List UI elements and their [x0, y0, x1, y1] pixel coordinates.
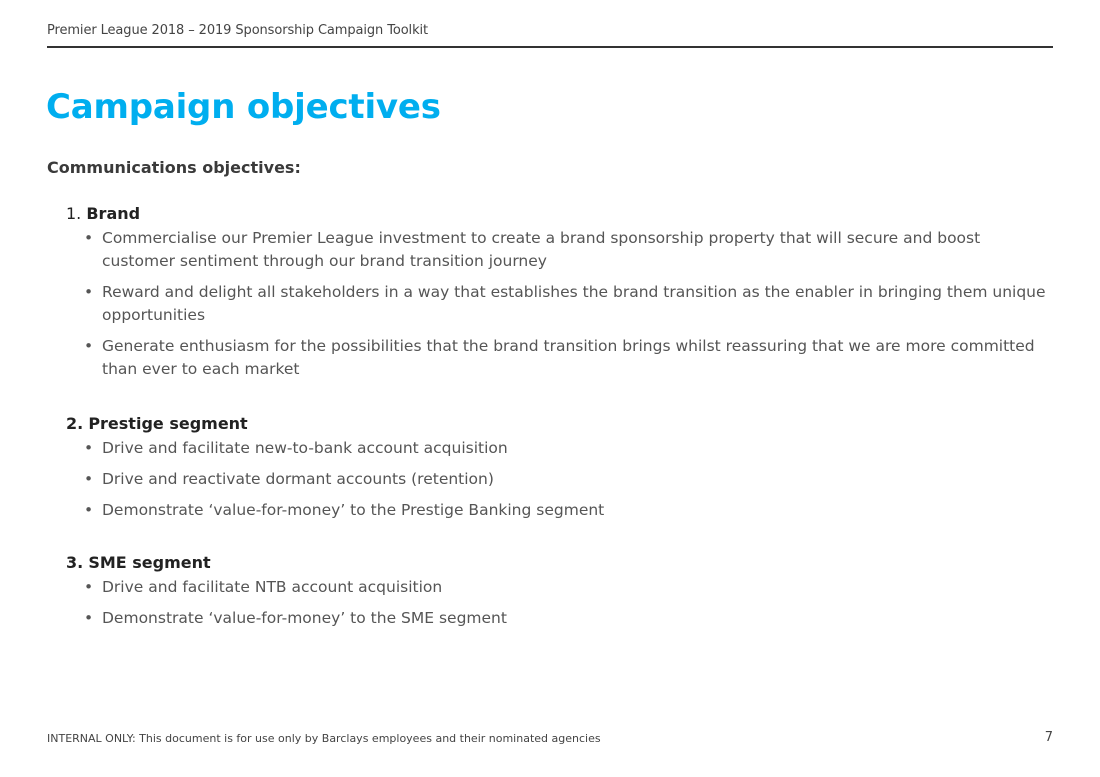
- bullet-icon: •: [84, 609, 94, 627]
- page-subheading: Communications objectives:: [47, 158, 301, 177]
- list-item-text: Commercialise our Premier League investment to create a brand sponsorship property that will secure and boost customer sentiment through our brand transition journey: [102, 229, 981, 270]
- list-item-text: Drive and facilitate NTB account acquisition: [102, 578, 443, 596]
- list-item: [66, 335, 1050, 381]
- section-heading-label: Brand: [86, 204, 141, 223]
- bullet-icon: •: [84, 283, 94, 301]
- list-item-text: Demonstrate ‘value-for-money’ to the SME segment: [102, 609, 507, 627]
- bullet-icon: •: [84, 501, 94, 519]
- list-item-text: Demonstrate ‘value-for-money’ to the Prestige Banking segment: [102, 501, 605, 519]
- bullet-icon: •: [84, 578, 94, 596]
- list-item: [66, 468, 1050, 491]
- list-item: [66, 227, 1050, 273]
- bullet-list: [66, 227, 1050, 381]
- section-prestige: [66, 413, 1050, 522]
- section-heading: [66, 552, 1050, 574]
- document-header-title: Premier League 2018 – 2019 Sponsorship Campaign Toolkit: [47, 23, 429, 38]
- list-item-text: Reward and delight all stakeholders in a way that establishes the brand transition as the enabler in bringing them unique opportunities: [102, 283, 1046, 324]
- page-number: 7: [1044, 730, 1053, 745]
- section-heading: [66, 413, 1050, 435]
- section-heading-label: SME segment: [88, 553, 211, 572]
- section-number: 1.: [66, 204, 82, 223]
- bullet-icon: •: [84, 470, 94, 488]
- section-number: 3.: [66, 553, 84, 572]
- list-item-text: Generate enthusiasm for the possibilities that the brand transition brings whilst reassuring that we are more committed than ever to each market: [102, 337, 1035, 378]
- section-brand: [66, 203, 1050, 381]
- list-item: [66, 499, 1050, 522]
- document-header: [47, 22, 1053, 48]
- section-number: 2.: [66, 414, 84, 433]
- list-item-text: Drive and reactivate dormant accounts (retention): [102, 470, 494, 488]
- bullet-icon: •: [84, 337, 94, 355]
- page-title: Campaign objectives: [46, 87, 441, 127]
- footer-confidentiality-note: INTERNAL ONLY: This document is for use only by Barclays employees and their nominated agencies: [47, 732, 601, 745]
- list-item-text: Drive and facilitate new-to-bank account acquisition: [102, 439, 508, 457]
- list-item: [66, 437, 1050, 460]
- list-item: [66, 576, 1050, 599]
- section-sme: [66, 552, 1050, 630]
- section-heading-label: Prestige segment: [88, 414, 248, 433]
- section-heading: [66, 203, 1050, 225]
- bullet-list: [66, 576, 1050, 630]
- list-item: [66, 607, 1050, 630]
- bullet-icon: •: [84, 439, 94, 457]
- bullet-list: [66, 437, 1050, 522]
- bullet-icon: •: [84, 229, 94, 247]
- list-item: [66, 281, 1050, 327]
